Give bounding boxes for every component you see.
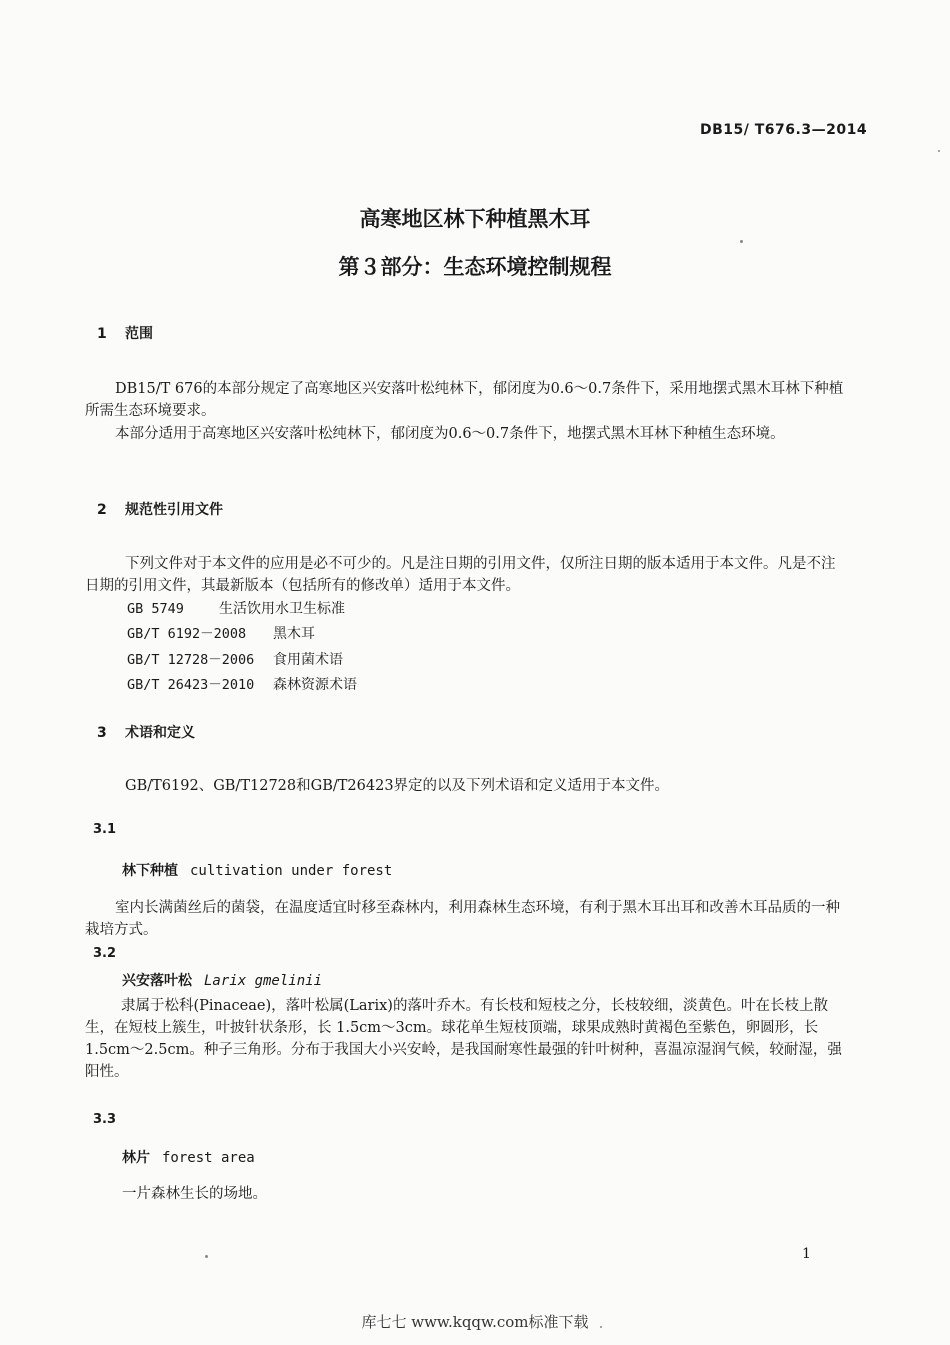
- term-english: Larix gmelinii: [204, 973, 323, 989]
- reference-item: [127, 622, 315, 643]
- reference-code: GB 5749: [127, 601, 184, 617]
- reference-name: 森林资源术语: [273, 677, 357, 693]
- clause-number: 3.2: [93, 946, 117, 961]
- reference-item: [127, 673, 357, 694]
- term-chinese: 林片: [122, 1150, 150, 1166]
- reference-code: GB/T 12728－2006: [127, 652, 255, 668]
- document-title: 高寒地区林下种植黑木耳: [359, 207, 591, 231]
- term-chinese: 兴安落叶松: [122, 973, 192, 989]
- section-2-heading: [97, 499, 223, 519]
- reference-name: 生活饮用水卫生标准: [219, 601, 345, 617]
- term-english: forest area: [162, 1150, 255, 1166]
- scan-speck: [938, 150, 940, 152]
- scan-speck: [600, 1326, 602, 1328]
- term-heading: [122, 1147, 255, 1167]
- term-english: cultivation under forest: [190, 863, 393, 879]
- scan-speck: [205, 1255, 208, 1258]
- term-definition: 室内长满菌丝后的菌袋，在温度适宜时移至森林内，利用森林生态环境，有利于黑木耳出耳和改善木耳品质的一种栽培方式。: [85, 900, 840, 938]
- scope-paragraph-2: 本部分适用于高寒地区兴安落叶松纯林下，郁闭度为0.6～0.7条件下，地摆式黑木耳林下种植生态环境。: [115, 426, 785, 442]
- term-heading: [122, 970, 322, 990]
- section-number: 2: [97, 502, 107, 518]
- scope-paragraph-1: DB15/T 676的本部分规定了高寒地区兴安落叶松纯林下，郁闭度为0.6～0.7条件下，采用地摆式黑木耳林下种植所需生态环境要求。: [85, 381, 844, 419]
- clause-number: 3.1: [93, 822, 117, 837]
- term-definition: 隶属于松科(Pinaceae)，落叶松属(Larix)的落叶乔木。有长枝和短枝之分，长枝较细，淡黄色。叶在长枝上散生，在短枝上簇生，叶披针状条形，长 1.5cm～3cm。球花单生短枝顶端，球果成熟时黄褐色至紫色，卵圆形，长 1.5cm～2.5cm。种子三角形。分布于我国大小兴安岭，是我国耐寒性最强的针叶树种，喜温凉湿润气候，较耐湿，强阳性。: [85, 998, 842, 1080]
- reference-code: GB/T 6192－2008: [127, 626, 247, 642]
- page-number: 1: [802, 1246, 811, 1262]
- normative-references-intro: 下列文件对于本文件的应用是必不可少的。凡是注日期的引用文件，仅所注日期的版本适用于本文件。凡是不注日期的引用文件，其最新版本（包括所有的修改单）适用于本文件。: [85, 556, 836, 594]
- scan-speck: [740, 240, 743, 243]
- term-chinese: 林下种植: [122, 863, 178, 879]
- standard-code: DB15/ T676.3—2014: [700, 122, 868, 138]
- clause-number: 3.3: [93, 1112, 117, 1127]
- reference-item: [127, 648, 343, 669]
- reference-item: [127, 598, 345, 618]
- section-number: 1: [97, 326, 107, 342]
- download-footer: 库七七 www.kqqw.com标准下载: [361, 1313, 589, 1331]
- reference-code: GB/T 26423－2010: [127, 677, 255, 693]
- section-title: 范围: [125, 326, 153, 342]
- terms-intro: GB/T6192、GB/T12728和GB/T26423界定的以及下列术语和定义适用于本文件。: [125, 778, 670, 794]
- reference-name: 食用菌术语: [273, 652, 343, 668]
- term-definition: 一片森林生长的场地。: [122, 1186, 267, 1202]
- document-subtitle: 第３部分：生态环境控制规程: [338, 255, 612, 279]
- section-1-heading: [97, 323, 153, 343]
- term-heading: [122, 860, 392, 880]
- section-title: 规范性引用文件: [125, 502, 223, 518]
- section-number: 3: [97, 725, 107, 741]
- section-title: 术语和定义: [125, 725, 195, 741]
- section-3-heading: [97, 722, 195, 742]
- reference-name: 黑木耳: [273, 626, 315, 642]
